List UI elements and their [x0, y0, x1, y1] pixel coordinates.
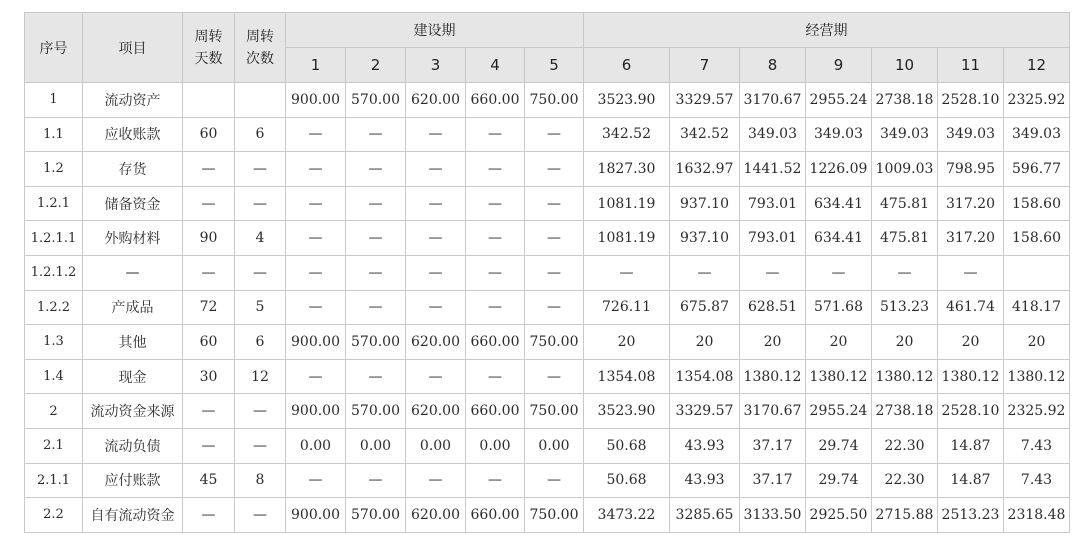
row-value-period-6: 726.11: [584, 290, 670, 325]
row-value-period-7: 937.10: [670, 186, 740, 221]
row-value-period-8: 37.17: [740, 428, 806, 463]
row-turnover-times: —: [235, 152, 286, 187]
row-value-period-7: 43.93: [670, 463, 740, 498]
working-capital-table: [24, 12, 1070, 533]
row-turnover-days: [183, 83, 235, 118]
row-value-period-4: —: [466, 186, 525, 221]
row-value-period-6: 3523.90: [584, 394, 670, 429]
row-turnover-days: —: [183, 428, 235, 463]
row-value-period-5: 0.00: [525, 428, 584, 463]
row-value-period-8: 1441.52: [740, 152, 806, 187]
row-turnover-days: —: [183, 498, 235, 533]
row-value-period-6: 50.68: [584, 428, 670, 463]
row-value-period-10: —: [872, 255, 938, 290]
row-item: 流动资产: [83, 83, 183, 118]
table-row: [25, 186, 1070, 221]
row-value-period-5: —: [525, 186, 584, 221]
row-value-period-3: —: [406, 255, 466, 290]
row-value-period-2: —: [346, 255, 406, 290]
row-value-period-10: 2738.18: [872, 83, 938, 118]
row-turnover-times: —: [235, 428, 286, 463]
header-period-5: 5: [525, 48, 584, 83]
row-value-period-1: —: [286, 255, 346, 290]
row-value-period-4: 660.00: [466, 83, 525, 118]
header-period-7: 7: [670, 48, 740, 83]
row-value-period-1: —: [286, 221, 346, 256]
row-value-period-3: 620.00: [406, 394, 466, 429]
row-value-period-10: 1009.03: [872, 152, 938, 187]
row-turnover-days: 30: [183, 359, 235, 394]
row-value-period-5: —: [525, 359, 584, 394]
table-row: [25, 255, 1070, 290]
row-seq: 1.2.1.1: [25, 221, 83, 256]
row-value-period-2: —: [346, 359, 406, 394]
row-value-period-2: 570.00: [346, 325, 406, 360]
row-turnover-times: —: [235, 255, 286, 290]
row-value-period-12: 158.60: [1004, 186, 1070, 221]
row-value-period-8: 793.01: [740, 186, 806, 221]
header-period-3: 3: [406, 48, 466, 83]
row-turnover-times: —: [235, 394, 286, 429]
row-turnover-days: 90: [183, 221, 235, 256]
row-value-period-12: 2325.92: [1004, 394, 1070, 429]
row-value-period-7: —: [670, 255, 740, 290]
row-item: 应收账款: [83, 117, 183, 152]
row-value-period-2: —: [346, 152, 406, 187]
row-value-period-9: 634.41: [806, 221, 872, 256]
row-value-period-3: —: [406, 221, 466, 256]
row-value-period-6: 3523.90: [584, 83, 670, 118]
row-value-period-11: 1380.12: [938, 359, 1004, 394]
row-value-period-11: 317.20: [938, 186, 1004, 221]
row-turnover-times: 5: [235, 290, 286, 325]
table-row: [25, 498, 1070, 533]
row-value-period-5: —: [525, 290, 584, 325]
row-turnover-times: 6: [235, 325, 286, 360]
row-value-period-4: —: [466, 117, 525, 152]
row-value-period-12: 158.60: [1004, 221, 1070, 256]
header-turnover-days: 周转天数: [183, 13, 235, 83]
row-value-period-12: 349.03: [1004, 117, 1070, 152]
row-value-period-1: 900.00: [286, 394, 346, 429]
row-item: 存货: [83, 152, 183, 187]
row-seq: 1: [25, 83, 83, 118]
row-value-period-11: 798.95: [938, 152, 1004, 187]
row-value-period-11: 20: [938, 325, 1004, 360]
row-value-period-2: 0.00: [346, 428, 406, 463]
row-seq: 1.3: [25, 325, 83, 360]
table-body: [25, 83, 1070, 533]
row-value-period-1: —: [286, 152, 346, 187]
row-value-period-3: —: [406, 359, 466, 394]
row-value-period-8: 349.03: [740, 117, 806, 152]
row-value-period-11: 14.87: [938, 428, 1004, 463]
row-value-period-5: —: [525, 255, 584, 290]
header-period-12: 12: [1004, 48, 1070, 83]
row-value-period-10: 349.03: [872, 117, 938, 152]
row-value-period-1: —: [286, 463, 346, 498]
table-row: [25, 83, 1070, 118]
row-value-period-5: 750.00: [525, 83, 584, 118]
row-item: 其他: [83, 325, 183, 360]
row-value-period-3: —: [406, 152, 466, 187]
row-value-period-4: —: [466, 221, 525, 256]
row-value-period-10: 513.23: [872, 290, 938, 325]
header-item: 项目: [83, 13, 183, 83]
row-turnover-times: —: [235, 498, 286, 533]
row-value-period-9: 29.74: [806, 428, 872, 463]
row-value-period-3: —: [406, 290, 466, 325]
header-period-11: 11: [938, 48, 1004, 83]
row-value-period-6: 1081.19: [584, 221, 670, 256]
row-value-period-12: 2325.92: [1004, 83, 1070, 118]
row-value-period-8: 3170.67: [740, 83, 806, 118]
row-value-period-4: —: [466, 152, 525, 187]
row-value-period-6: 342.52: [584, 117, 670, 152]
row-turnover-days: —: [183, 394, 235, 429]
header-period-9: 9: [806, 48, 872, 83]
row-turnover-days: 72: [183, 290, 235, 325]
row-turnover-times: 8: [235, 463, 286, 498]
row-value-period-7: 3329.57: [670, 83, 740, 118]
row-value-period-3: —: [406, 463, 466, 498]
row-value-period-12: 1380.12: [1004, 359, 1070, 394]
header-construction-period: 建设期: [286, 13, 584, 48]
row-seq: 1.2.1.2: [25, 255, 83, 290]
row-value-period-1: —: [286, 117, 346, 152]
table-row: [25, 152, 1070, 187]
row-value-period-1: 900.00: [286, 498, 346, 533]
row-value-period-2: —: [346, 290, 406, 325]
row-seq: 2.2: [25, 498, 83, 533]
header-period-1: 1: [286, 48, 346, 83]
row-value-period-7: 20: [670, 325, 740, 360]
row-turnover-times: 12: [235, 359, 286, 394]
row-item: 外购材料: [83, 221, 183, 256]
row-turnover-times: 6: [235, 117, 286, 152]
row-value-period-8: 793.01: [740, 221, 806, 256]
row-value-period-9: 634.41: [806, 186, 872, 221]
row-value-period-10: 22.30: [872, 428, 938, 463]
row-value-period-6: 1354.08: [584, 359, 670, 394]
row-value-period-1: 0.00: [286, 428, 346, 463]
row-value-period-3: —: [406, 186, 466, 221]
row-value-period-4: 0.00: [466, 428, 525, 463]
row-value-period-9: 20: [806, 325, 872, 360]
row-value-period-3: 620.00: [406, 325, 466, 360]
row-value-period-5: —: [525, 221, 584, 256]
row-value-period-7: 1354.08: [670, 359, 740, 394]
row-value-period-7: 3329.57: [670, 394, 740, 429]
row-value-period-10: 20: [872, 325, 938, 360]
row-item: 自有流动资金: [83, 498, 183, 533]
row-value-period-4: 660.00: [466, 325, 525, 360]
header-period-10: 10: [872, 48, 938, 83]
row-value-period-1: —: [286, 186, 346, 221]
row-value-period-8: 1380.12: [740, 359, 806, 394]
table-row: [25, 290, 1070, 325]
row-value-period-11: 461.74: [938, 290, 1004, 325]
row-value-period-10: 475.81: [872, 221, 938, 256]
row-value-period-10: 22.30: [872, 463, 938, 498]
table-row: [25, 428, 1070, 463]
row-value-period-10: 1380.12: [872, 359, 938, 394]
row-value-period-1: —: [286, 290, 346, 325]
row-value-period-7: 43.93: [670, 428, 740, 463]
row-value-period-9: 2955.24: [806, 394, 872, 429]
row-value-period-8: 3170.67: [740, 394, 806, 429]
row-seq: 2.1.1: [25, 463, 83, 498]
table-row: [25, 394, 1070, 429]
row-value-period-5: 750.00: [525, 498, 584, 533]
row-item: 现金: [83, 359, 183, 394]
row-turnover-days: 60: [183, 117, 235, 152]
table-row: [25, 463, 1070, 498]
row-value-period-11: 2528.10: [938, 83, 1004, 118]
row-value-period-10: 2715.88: [872, 498, 938, 533]
header-period-4: 4: [466, 48, 525, 83]
row-value-period-7: 342.52: [670, 117, 740, 152]
row-value-period-9: —: [806, 255, 872, 290]
row-value-period-7: 3285.65: [670, 498, 740, 533]
row-seq: 1.4: [25, 359, 83, 394]
row-value-period-7: 937.10: [670, 221, 740, 256]
row-value-period-4: 660.00: [466, 498, 525, 533]
table-row: [25, 221, 1070, 256]
row-item: 流动资金来源: [83, 394, 183, 429]
row-value-period-2: 570.00: [346, 83, 406, 118]
row-value-period-4: 660.00: [466, 394, 525, 429]
row-turnover-times: 4: [235, 221, 286, 256]
row-value-period-6: —: [584, 255, 670, 290]
row-seq: 1.2.1: [25, 186, 83, 221]
row-value-period-11: 349.03: [938, 117, 1004, 152]
row-value-period-5: —: [525, 117, 584, 152]
row-value-period-5: —: [525, 152, 584, 187]
row-value-period-4: —: [466, 359, 525, 394]
header-period-2: 2: [346, 48, 406, 83]
row-value-period-12: [1004, 255, 1070, 290]
table-row: [25, 325, 1070, 360]
row-value-period-9: 349.03: [806, 117, 872, 152]
row-value-period-4: —: [466, 290, 525, 325]
row-value-period-8: 3133.50: [740, 498, 806, 533]
row-value-period-2: —: [346, 186, 406, 221]
row-turnover-times: —: [235, 186, 286, 221]
row-value-period-11: —: [938, 255, 1004, 290]
row-value-period-5: 750.00: [525, 394, 584, 429]
row-value-period-12: 2318.48: [1004, 498, 1070, 533]
row-value-period-9: 571.68: [806, 290, 872, 325]
row-value-period-9: 2925.50: [806, 498, 872, 533]
row-value-period-6: 20: [584, 325, 670, 360]
row-turnover-days: —: [183, 152, 235, 187]
header-operation-period: 经营期: [584, 13, 1070, 48]
row-value-period-3: 0.00: [406, 428, 466, 463]
row-value-period-11: 2528.10: [938, 394, 1004, 429]
row-value-period-10: 2738.18: [872, 394, 938, 429]
header-turnover-times: 周转次数: [235, 13, 286, 83]
row-value-period-4: —: [466, 255, 525, 290]
header-period-8: 8: [740, 48, 806, 83]
row-value-period-1: 900.00: [286, 325, 346, 360]
row-turnover-days: —: [183, 255, 235, 290]
row-turnover-times: [235, 83, 286, 118]
row-item: —: [83, 255, 183, 290]
row-value-period-3: —: [406, 117, 466, 152]
row-value-period-7: 675.87: [670, 290, 740, 325]
header-period-6: 6: [584, 48, 670, 83]
row-value-period-5: —: [525, 463, 584, 498]
row-value-period-12: 418.17: [1004, 290, 1070, 325]
row-value-period-8: 20: [740, 325, 806, 360]
row-value-period-2: —: [346, 117, 406, 152]
row-value-period-7: 1632.97: [670, 152, 740, 187]
table-row: [25, 117, 1070, 152]
row-item: 流动负债: [83, 428, 183, 463]
row-value-period-1: 900.00: [286, 83, 346, 118]
row-value-period-2: —: [346, 221, 406, 256]
row-value-period-4: —: [466, 463, 525, 498]
row-turnover-days: —: [183, 186, 235, 221]
row-seq: 2: [25, 394, 83, 429]
row-value-period-3: 620.00: [406, 83, 466, 118]
row-value-period-11: 2513.23: [938, 498, 1004, 533]
row-seq: 1.1: [25, 117, 83, 152]
row-value-period-12: 7.43: [1004, 463, 1070, 498]
row-value-period-11: 317.20: [938, 221, 1004, 256]
row-turnover-days: 60: [183, 325, 235, 360]
row-value-period-5: 750.00: [525, 325, 584, 360]
row-seq: 2.1: [25, 428, 83, 463]
row-value-period-6: 3473.22: [584, 498, 670, 533]
row-value-period-12: 7.43: [1004, 428, 1070, 463]
row-value-period-9: 1380.12: [806, 359, 872, 394]
row-value-period-9: 29.74: [806, 463, 872, 498]
row-value-period-2: 570.00: [346, 498, 406, 533]
row-value-period-12: 20: [1004, 325, 1070, 360]
row-value-period-8: 37.17: [740, 463, 806, 498]
row-turnover-days: 45: [183, 463, 235, 498]
row-value-period-2: —: [346, 463, 406, 498]
row-item: 储备资金: [83, 186, 183, 221]
row-value-period-2: 570.00: [346, 394, 406, 429]
row-seq: 1.2: [25, 152, 83, 187]
row-item: 应付账款: [83, 463, 183, 498]
row-value-period-10: 475.81: [872, 186, 938, 221]
row-value-period-6: 50.68: [584, 463, 670, 498]
row-value-period-12: 596.77: [1004, 152, 1070, 187]
header-seq: 序号: [25, 13, 83, 83]
row-item: 产成品: [83, 290, 183, 325]
row-value-period-6: 1827.30: [584, 152, 670, 187]
row-value-period-8: —: [740, 255, 806, 290]
table-header: [25, 13, 1070, 83]
table-row: [25, 359, 1070, 394]
row-value-period-9: 1226.09: [806, 152, 872, 187]
row-value-period-1: —: [286, 359, 346, 394]
row-value-period-8: 628.51: [740, 290, 806, 325]
row-value-period-6: 1081.19: [584, 186, 670, 221]
row-value-period-3: 620.00: [406, 498, 466, 533]
row-seq: 1.2.2: [25, 290, 83, 325]
row-value-period-11: 14.87: [938, 463, 1004, 498]
row-value-period-9: 2955.24: [806, 83, 872, 118]
